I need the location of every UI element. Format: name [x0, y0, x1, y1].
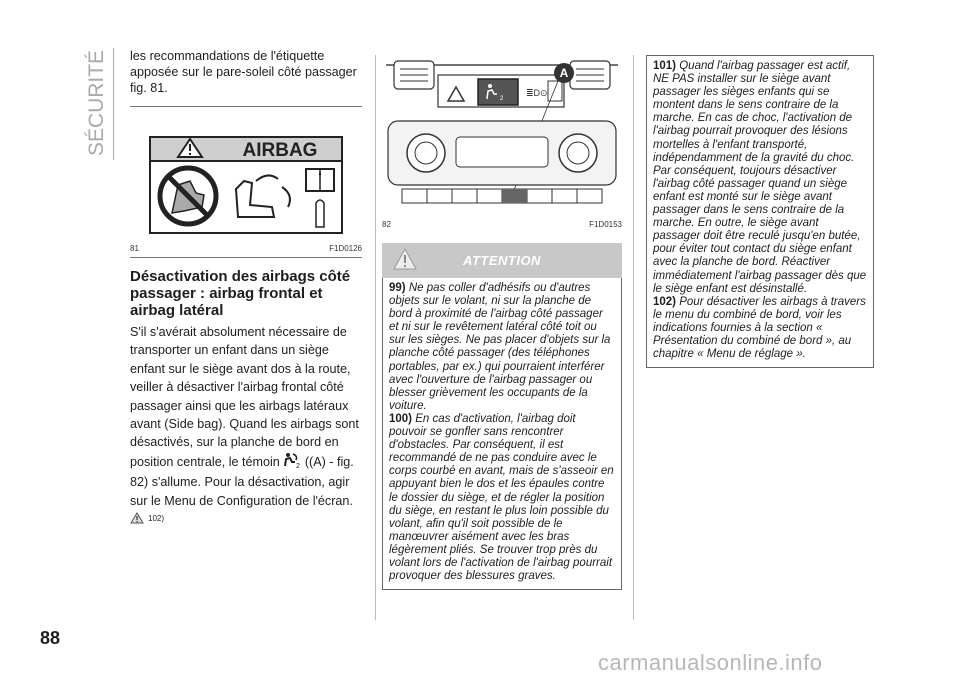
figure-bottom-rule [130, 257, 362, 258]
climate-button-row [402, 189, 602, 203]
figure-number: 81 [130, 244, 139, 253]
airbag-off-indicator-icon [283, 452, 301, 473]
figure-code: F1D0126 [329, 244, 362, 253]
figure-rule [130, 106, 362, 107]
figure-82 [382, 55, 622, 229]
svg-text:2: 2 [500, 96, 504, 102]
column-3 [646, 55, 874, 368]
callout-a: A [559, 66, 569, 80]
body-text-part-2: ((A) - fig. 82) s'allume. Pour la désactivation, agir sur le Menu de Configuration de l'écran. [130, 454, 354, 508]
note-text: Ne pas coller d'adhésifs ou d'autres objets sur le volant, ni sur la planche de bord à proximité de l'airbag côté passager et ni sur le revêtement latéral côté toit ou sur les sièges. Ne pas placer d'objets sur la planche côté passager (des téléphones portables, par ex.) qui pourraient interférer avec l'ouverture de l'airbag passager ou blesser grièvement les occupants de la voiture. [389, 282, 611, 412]
attention-band [382, 243, 622, 278]
section-tab [84, 48, 110, 158]
column-separator-2 [633, 55, 634, 620]
column-separator-1 [375, 55, 376, 620]
figure-code: F1D0153 [589, 220, 622, 229]
airbag-label-illustration [130, 135, 362, 235]
column-1 [130, 48, 362, 524]
warning-reference-number: 102) [148, 513, 165, 523]
fog-light-icon [526, 88, 548, 98]
no-rear-facing-child-seat-icon [160, 168, 216, 224]
left-climate-knob-icon [407, 134, 445, 172]
body-paragraph [130, 323, 362, 510]
section-rule [113, 48, 114, 160]
note-100 [389, 413, 615, 583]
note-text: Pour désactiver les airbags à travers le menu du combiné de bord, voir les indications fournies à la section « Présentation du combiné de bord », au chapitre « Menu de réglage ». [653, 295, 866, 361]
note-99 [389, 282, 615, 413]
svg-text:≣D⊙: ≣D⊙ [526, 88, 548, 98]
section-heading: Désactivation des airbags côté passager : airbag frontal et airbag latéral [130, 268, 351, 319]
note-102 [653, 296, 867, 361]
watermark: carmanualsonline.info [598, 650, 823, 675]
dashboard-illustration [382, 55, 622, 205]
page-number: 88 [40, 628, 61, 648]
right-climate-knob-icon [559, 134, 597, 172]
note-text: Quand l'airbag passager est actif, NE PAS installer sur le siège avant passager les sièges enfants qui se montent dans le sens contraire de la marche. En cas de choc, l'activation de l'airbag pourrait provoquer des lésions mortelles à l'enfant transporté, indépendamment de la gravité du choc. Par conséquent, toujours désactiver l'airbag côté passager quand un siège enfant est monté sur le siège avant passager dans le sens contraire de la marche. En outre, le siège avant passager doit être reculé jusqu'en butée, pour éviter tout contact du siège enfant avec la planche de bord. Réactiver immédiatement l'airbag passager dès que le siège enfant est désinstallé. [653, 60, 867, 295]
note-text: En cas d'activation, l'airbag doit pouvoir se gonfler sans rencontrer d'obstacles. Par conséquent, il est recommandé de ne pas conduire avec le corps courbé en avant, mais de s'asseoir en appuyant bien le dos et les épaules contre le dossier du siège, et de régler la position du siège, en restant le plus loin possible du volant, afin qu'il soit possible de le manœuvrer aisément avec les bras légèrement pliés. Se trouver trop près du volant lors de l'activation de l'airbag pourrait provoquer des blessures graves. [389, 412, 614, 583]
note-number: 101) [653, 60, 677, 72]
figure-81 [130, 135, 362, 253]
note-101 [653, 60, 867, 296]
continued-notes [646, 55, 874, 368]
note-number: 100) [389, 412, 413, 425]
note-number: 102) [653, 295, 677, 308]
intro-text: les recommandations de l'étiquette apposée sur le pare-soleil côté passager fig. 81. [130, 49, 357, 95]
figure-number: 82 [382, 220, 391, 229]
section-title: SÉCURITÉ [85, 49, 108, 156]
warning-reference [130, 512, 362, 524]
airbag-label-text: AIRBAG [242, 140, 318, 161]
note-number: 99) [389, 282, 406, 294]
svg-text:2: 2 [296, 462, 301, 468]
attention-title: ATTENTION [463, 253, 541, 268]
body-text-part-1: S'il s'avérait absolument nécessaire de transporter un enfant dans un siège enfant sur le siège avant dos à la route, veiller à désactiver l'airbag frontal côté passager ainsi que les airbags latéraux avant (Side bag). Quand les airbags sont désactivés, sur la planche de bord en position centrale, le témoin [130, 325, 359, 469]
warning-small-icon [130, 512, 144, 524]
attention-notes [382, 278, 622, 590]
column-2 [382, 55, 622, 590]
